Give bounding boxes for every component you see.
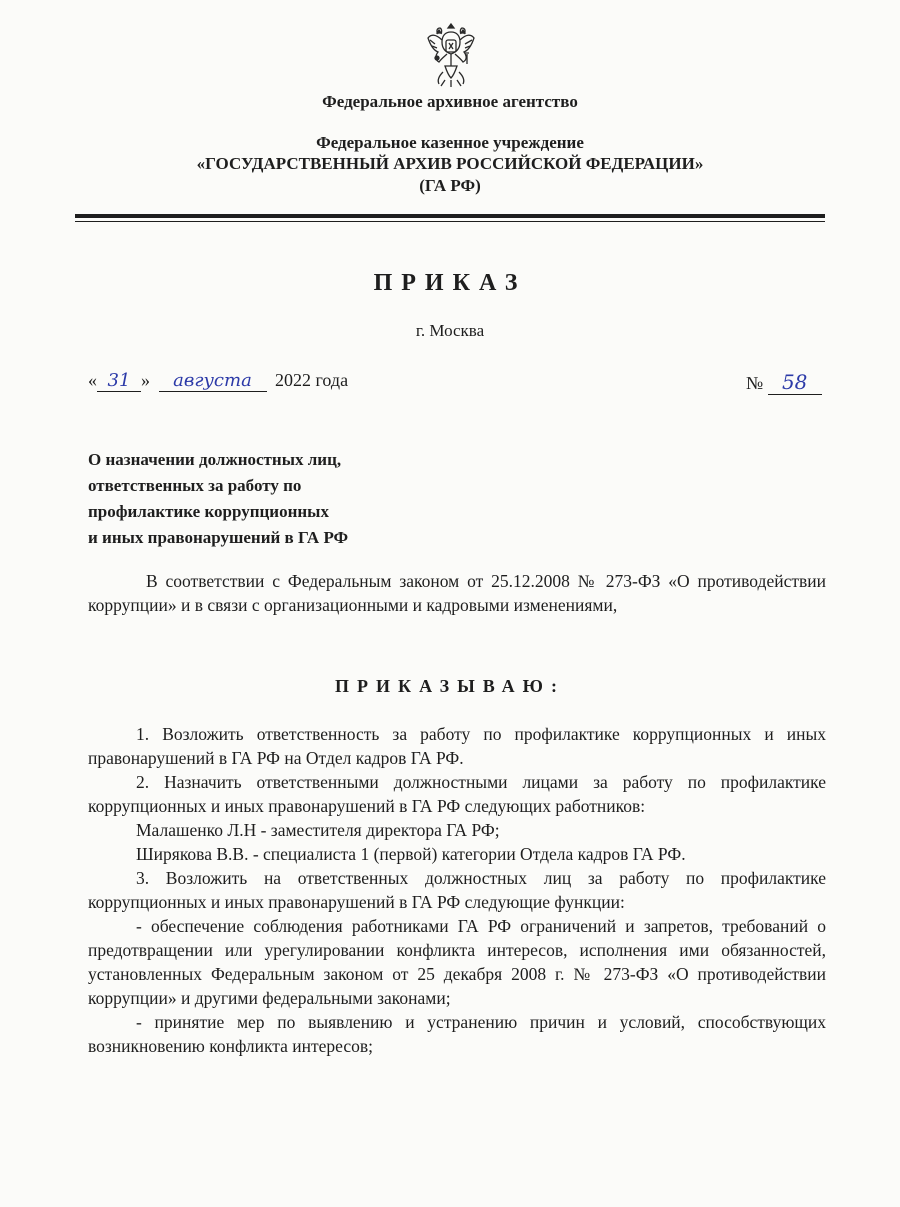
preamble bbox=[88, 569, 826, 617]
header-divider-thin bbox=[75, 221, 825, 222]
date-day-handwritten: 31 bbox=[97, 370, 141, 392]
document-date bbox=[88, 370, 348, 392]
document-subject bbox=[88, 447, 348, 551]
date-close-quote: » bbox=[141, 370, 150, 390]
institution-abbreviation: (ГА РФ) bbox=[419, 176, 481, 195]
function-item: - обеспечение соблюдения работниками ГА РФ ограничений и запретов, требований о предотвращении или урегулировании конфликта интересов, исполнения ими обязанностей, установленных Федеральным законом от 25 декабря 2008 г. № 273-ФЗ «О противодействии коррупции» и другими федеральными законами; bbox=[88, 916, 826, 1008]
order-item: 3. Возложить на ответственных должностных лиц за работу по профилактике коррупционных и иных правонарушений в ГА РФ следующие функции: bbox=[88, 868, 826, 912]
appointee-line: Малашенко Л.Н - заместителя директора ГА РФ; bbox=[136, 820, 500, 840]
date-year: 2022 года bbox=[275, 370, 349, 390]
document-title: ПРИКАЗ bbox=[373, 270, 527, 296]
subject-line: О назначении должностных лиц, bbox=[88, 450, 342, 469]
header-divider-thick bbox=[75, 214, 825, 218]
date-open-quote: « bbox=[88, 370, 97, 390]
function-item: - принятие мер по выявлению и устранению причин и условий, способствующих возникновению конфликта интересов; bbox=[88, 1012, 826, 1056]
preamble-text: В соответствии с Федеральным законом от 25.12.2008 № 273-ФЗ «О противодействии коррупции» и в связи с организационными и кадровыми изменениями, bbox=[88, 571, 826, 615]
date-month-handwritten: августа bbox=[159, 370, 267, 392]
order-items bbox=[88, 722, 826, 1058]
agency-name: Федеральное архивное агентство bbox=[322, 92, 578, 111]
document-number bbox=[746, 370, 822, 395]
institution-name: «ГОСУДАРСТВЕННЫЙ АРХИВ РОССИЙСКОЙ ФЕДЕРАЦИИ» bbox=[196, 154, 704, 173]
subject-line: ответственных за работу по bbox=[88, 476, 302, 495]
order-word: ПРИКАЗЫВАЮ: bbox=[335, 676, 565, 696]
document-city: г. Москва bbox=[415, 321, 485, 340]
order-item: 2. Назначить ответственными должностными лицами за работу по профилактике коррупционных и иных правонарушений в ГА РФ следующих работников: bbox=[88, 772, 826, 816]
double-headed-eagle-emblem-icon bbox=[425, 22, 477, 88]
subject-line: и иных правонарушений в ГА РФ bbox=[88, 528, 349, 547]
number-value-handwritten: 58 bbox=[768, 370, 822, 395]
subject-line: профилактике коррупционных bbox=[88, 502, 329, 521]
institution-type: Федеральное казенное учреждение bbox=[316, 133, 584, 152]
appointee-line: Ширякова В.В. - специалиста 1 (первой) категории Отдела кадров ГА РФ. bbox=[136, 844, 686, 864]
order-item: 1. Возложить ответственность за работу по профилактике коррупционных и иных правонарушений в ГА РФ на Отдел кадров ГА РФ. bbox=[88, 724, 826, 768]
number-label: № bbox=[746, 373, 764, 393]
